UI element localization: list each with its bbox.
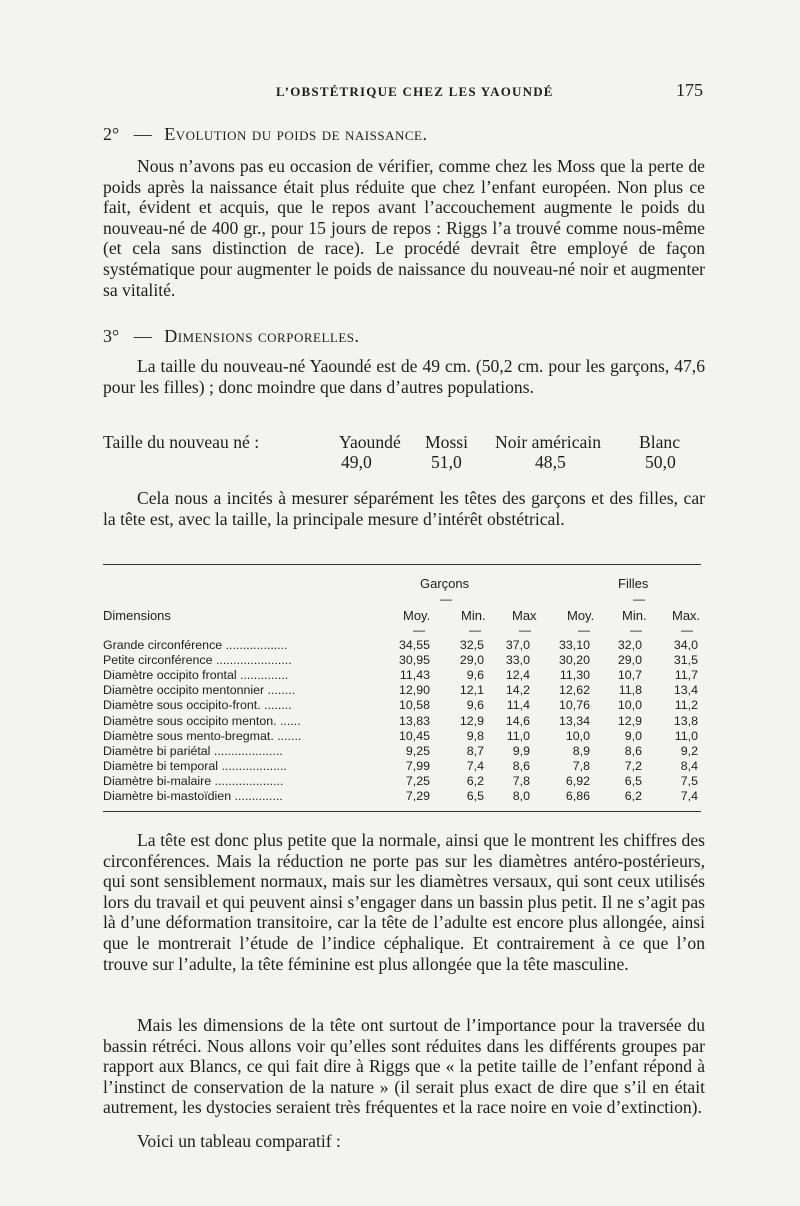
table-row <box>103 653 703 668</box>
row-label: Diamètre bi pariétal .................... <box>103 743 283 758</box>
table-cell: 7,4 <box>466 758 484 773</box>
table-row <box>103 668 703 683</box>
table-row <box>103 698 703 713</box>
column-header: Max. <box>672 608 701 623</box>
table-cell: 13,83 <box>398 713 430 728</box>
table-cell: 8,4 <box>680 758 698 773</box>
column-header: Max <box>512 608 537 623</box>
table-row <box>103 744 703 759</box>
table-cell: 9,2 <box>680 743 698 758</box>
table-cell: 9,8 <box>466 728 484 743</box>
comparison-group: Noir américain <box>495 432 602 452</box>
table-cell: 34,55 <box>398 638 430 652</box>
group-label-boys: Garçons <box>420 576 470 591</box>
row-label: Grande circonférence .................. <box>103 638 288 652</box>
size-comparison <box>103 432 703 476</box>
table-cell: 33,10 <box>558 638 590 652</box>
section-dash: — <box>133 326 152 346</box>
table-cell: 13,8 <box>673 713 698 728</box>
table-cell: 6,2 <box>466 773 484 788</box>
column-dash: — <box>578 623 590 637</box>
paragraph-heads: Cela nous a incités à mesurer séparément les têtes des garçons et des filles, car la tête est, avec la taille, la principale mesure d’intérêt obstétrical. <box>103 488 705 529</box>
table-row <box>103 683 703 698</box>
table-cell: 14,6 <box>505 713 530 728</box>
table-cell: 8,6 <box>512 758 530 773</box>
table-cell: 32,0 <box>617 638 642 652</box>
column-dash: — <box>413 623 425 637</box>
table-cell: 33,0 <box>505 653 530 668</box>
table-cell: 8,9 <box>572 743 590 758</box>
column-dash: — <box>681 623 693 637</box>
table-cell: 9,6 <box>466 668 484 683</box>
table-cell: 6,5 <box>466 789 484 803</box>
row-label: Diamètre bi-mastoïdien .............. <box>103 789 283 803</box>
table-cell: 11,30 <box>559 668 590 683</box>
comparison-group: Yaoundé <box>339 432 401 452</box>
table-row <box>103 729 703 744</box>
running-header <box>0 78 800 106</box>
table-cell: 7,99 <box>405 758 430 773</box>
table-cell: 11,7 <box>674 668 698 683</box>
column-dash: — <box>519 623 531 637</box>
column-dash: — <box>630 623 642 637</box>
table-bottom-rule <box>103 811 701 812</box>
table-row <box>103 714 703 729</box>
comparison-value: 51,0 <box>431 452 462 472</box>
table-cell: 8,7 <box>466 743 484 758</box>
table-cell: 10,45 <box>398 728 430 743</box>
table-cell: 11,0 <box>674 728 698 743</box>
table-cell: 12,9 <box>617 713 642 728</box>
comparison-label: Taille du nouveau né : <box>103 432 260 452</box>
table-row <box>103 774 703 789</box>
paragraph-intro-table: Voici un tableau comparatif : <box>137 1131 341 1151</box>
table-row <box>103 638 703 653</box>
table-cell: 11,2 <box>674 698 698 713</box>
paragraph-size: La taille du nouveau-né Yaoundé est de 49 cm. (50,2 cm. pour les garçons, 47,6 pour les filles) ; donc moindre que dans d’autres populations. <box>103 356 705 397</box>
table-cell: 13,34 <box>558 713 590 728</box>
row-label: Diamètre bi temporal ................... <box>103 758 287 773</box>
section-heading-3 <box>103 326 360 347</box>
table-cell: 6,92 <box>565 773 590 788</box>
table-cell: 34,0 <box>673 638 698 652</box>
table-cell: 10,0 <box>565 728 590 743</box>
paragraph-weight: Nous n’avons pas eu occasion de vérifier, comme chez les Moss que la perte de poids après la naissance était plus réduite que chez l’enfant européen. Non plus ce fait, évident et acquis, que le repos avant l’accouchement augmente le poids du nouveau-né de 400 gr., pour 15 jours de repos : Riggs l’a trouvé comme nous-même (et cela sans distinction de race). Le procédé devrait être employé de façon systématique pour augmenter le poids de naissance du nouveau-né noir et augmenter sa vitalité. <box>103 156 705 300</box>
comparison-group: Mossi <box>425 432 469 452</box>
table-cell: 9,25 <box>405 743 430 758</box>
comparison-group: Blanc <box>639 432 681 452</box>
table-cell: 7,25 <box>405 773 430 788</box>
table-row <box>103 789 703 804</box>
row-label: Diamètre sous occipito menton. ...... <box>103 713 301 728</box>
group-dash: — <box>440 592 452 606</box>
table-cell: 6,86 <box>565 789 590 803</box>
table-cell: 7,29 <box>405 789 430 803</box>
table-cell: 10,76 <box>558 698 590 713</box>
table-top-rule <box>103 564 701 565</box>
comparison-value: 50,0 <box>645 452 676 472</box>
running-title: L’OBSTÉTRIQUE CHEZ LES YAOUNDÉ <box>276 84 554 99</box>
table-cell: 8,6 <box>624 743 642 758</box>
section-heading-2 <box>103 124 427 145</box>
section-title: Dimensions corporelles. <box>164 326 360 346</box>
table-cell: 7,4 <box>680 789 698 803</box>
table-cell: 12,62 <box>558 683 590 698</box>
table-cell: 11,8 <box>618 683 642 698</box>
page-number: 175 <box>676 80 703 100</box>
table-cell: 37,0 <box>505 638 530 652</box>
column-dash: — <box>469 623 481 637</box>
table-cell: 10,7 <box>617 668 642 683</box>
table-cell: 14,2 <box>505 683 530 698</box>
table-cell: 9,9 <box>512 743 530 758</box>
section-number: 2° <box>103 124 120 144</box>
paragraph-pelvis: Mais les dimensions de la tête ont surtout de l’importance pour la traversée du bassin rétréci. Nous allons voir qu’elles sont réduites dans les différents groupes par rapport aux Blancs, ce qui fait dire à Riggs que « la petite taille de l’enfant répond à l’instinct de conservation de la nature » (il serait plus exact de dire que s’il en était autrement, les dystocies seraient très fréquentes et la race noire en voie d’extinction). <box>103 1015 705 1118</box>
table-cell: 31,5 <box>673 653 698 668</box>
group-dash: — <box>633 592 645 606</box>
comparison-value: 48,5 <box>535 452 566 472</box>
table-cell: 30,95 <box>398 653 430 668</box>
table-cell: 12,90 <box>398 683 430 698</box>
row-label: Diamètre sous mento-bregmat. ....... <box>103 728 302 743</box>
table-cell: 29,0 <box>617 653 642 668</box>
table-cell: 8,0 <box>512 789 530 803</box>
table-cell: 32,5 <box>459 638 484 652</box>
table-cell: 6,2 <box>624 789 642 803</box>
comparison-value: 49,0 <box>341 452 372 472</box>
paragraph-interpretation: La tête est donc plus petite que la normale, ainsi que le montrent les chiffres des circonférences. Mais la réduction ne porte pas sur les diamètres antéro-postérieurs, qui sont sensiblement normaux, mais sur les diamètres versaux, qui sont ceux utilisés lors du travail et qui peuvent ainsi s’engager dans un bassin plus petit. Il ne s’agit pas là d’une déformation transitoire, car la tête de l’adulte est encore plus allongée, ainsi que le montrerait l’étude de l’indice céphalique. Et contrairement à ce que l’on trouve sur l’adulte, la tête féminine est plus allongée que la tête masculine. <box>103 830 705 974</box>
column-header: Moy. <box>403 608 431 623</box>
group-label-girls: Filles <box>618 576 649 591</box>
table-cell: 7,5 <box>680 773 698 788</box>
table-cell: 29,0 <box>459 653 484 668</box>
column-header: Min. <box>622 608 647 623</box>
table-cell: 13,4 <box>673 683 698 698</box>
table-cell: 12,4 <box>505 668 530 683</box>
table-cell: 11,4 <box>506 698 530 713</box>
section-dash: — <box>133 124 152 144</box>
row-label: Diamètre bi-malaire .................... <box>103 773 284 788</box>
table-cell: 11,43 <box>399 668 430 683</box>
table-cell: 10,58 <box>398 698 430 713</box>
table-cell: 7,2 <box>624 758 642 773</box>
table-cell: 9,6 <box>466 698 484 713</box>
table-cell: 10,0 <box>617 698 642 713</box>
table-cell: 9,0 <box>624 728 642 743</box>
table-cell: 6,5 <box>624 773 642 788</box>
table-cell: 12,9 <box>459 713 484 728</box>
column-header-dimensions: Dimensions <box>103 608 171 623</box>
row-label: Diamètre sous occipito-front. ........ <box>103 698 292 713</box>
table-cell: 12,1 <box>459 683 484 698</box>
column-header: Min. <box>461 608 486 623</box>
table-cell: 11,0 <box>506 728 530 743</box>
column-header: Moy. <box>567 608 595 623</box>
table-cell: 7,8 <box>572 758 590 773</box>
row-label: Diamètre occipito mentonnier ........ <box>103 683 296 698</box>
section-title: Evolution du poids de naissance. <box>164 124 428 144</box>
table-cell: 7,8 <box>512 773 530 788</box>
table-cell: 30,20 <box>558 653 590 668</box>
row-label: Diamètre occipito frontal .............. <box>103 668 289 683</box>
row-label: Petite circonférence ...................... <box>103 653 292 668</box>
table-row <box>103 759 703 774</box>
section-number: 3° <box>103 326 120 346</box>
